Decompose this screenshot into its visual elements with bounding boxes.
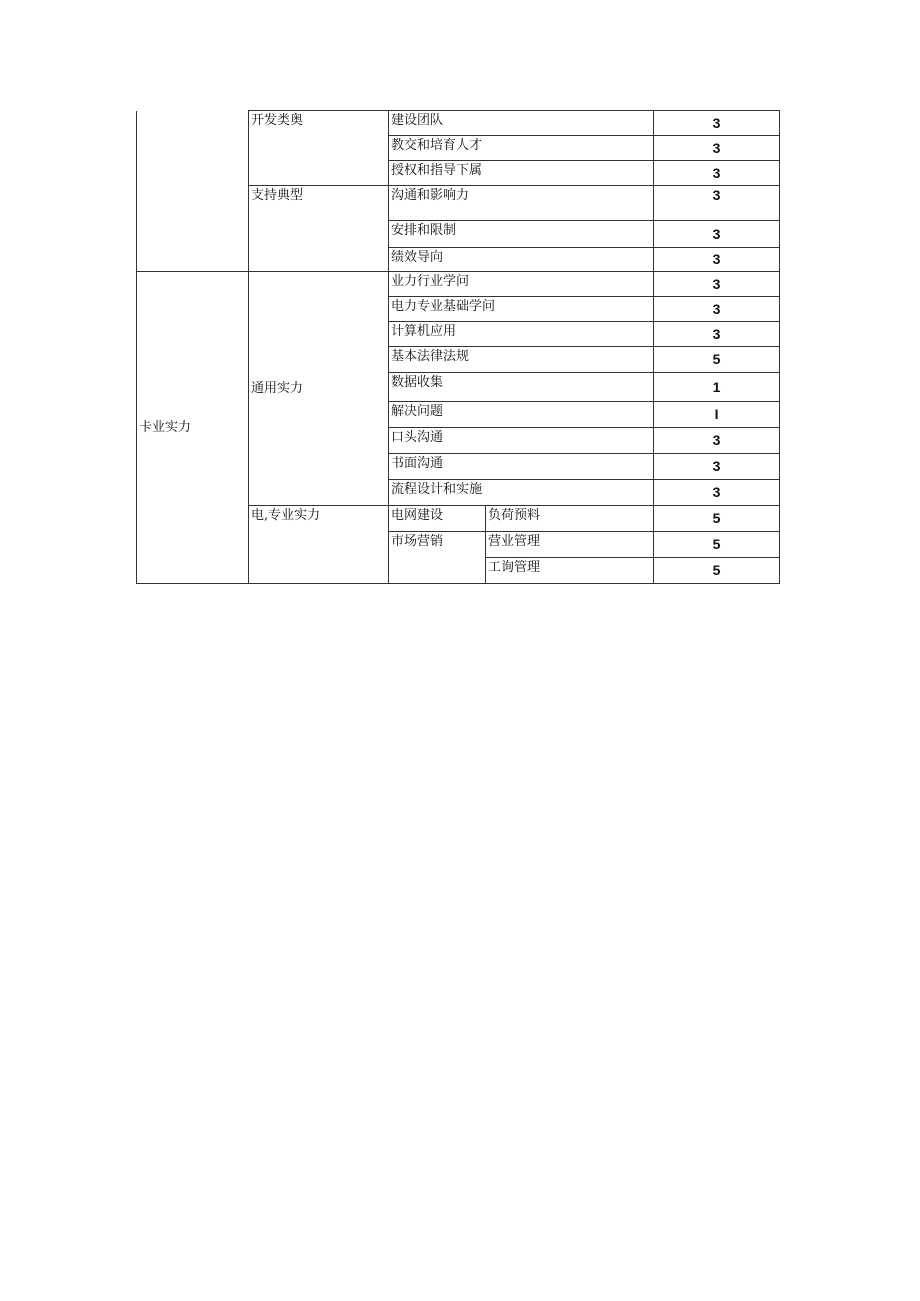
score-cell: 3 [654, 111, 780, 136]
score-cell: 5 [654, 347, 780, 373]
category-cell-empty [137, 111, 249, 272]
item-cell: 负荷预料 [486, 506, 654, 532]
score-cell: 3 [654, 480, 780, 506]
table-row [137, 111, 780, 136]
category-dev-type: 开发类奥 [249, 111, 389, 186]
item-cell: 口头沟通 [389, 428, 654, 454]
item-cell: 电力专业基础学问 [389, 297, 654, 322]
score-cell: 3 [654, 322, 780, 347]
item-cell: 教交和培育人才 [389, 136, 654, 161]
score-cell: 3 [654, 186, 780, 221]
score-cell: 3 [654, 428, 780, 454]
item-cell: 基本法律法规 [389, 347, 654, 373]
score-cell: 5 [654, 532, 780, 558]
score-cell: I [654, 402, 780, 428]
score-cell: 3 [654, 136, 780, 161]
subcategory-marketing: 市场营销 [389, 532, 486, 584]
score-cell: 3 [654, 221, 780, 248]
item-cell: 营业管理 [486, 532, 654, 558]
item-cell: 沟通和影响力 [389, 186, 654, 221]
item-cell: 授权和指导下属 [389, 161, 654, 186]
score-cell: 5 [654, 506, 780, 532]
score-cell: 3 [654, 297, 780, 322]
score-cell: 5 [654, 558, 780, 584]
score-cell: 3 [654, 248, 780, 272]
category-electric-professional: 电,专业实力 [249, 506, 389, 584]
item-cell: 计算机应用 [389, 322, 654, 347]
item-cell: 工询管理 [486, 558, 654, 584]
score-cell: 3 [654, 161, 780, 186]
item-cell: 流程设计和实施 [389, 480, 654, 506]
table-row [137, 272, 780, 297]
score-cell: 1 [654, 373, 780, 402]
subcategory-grid-construction: 电网建设 [389, 506, 486, 532]
category-general: 通用实力 [249, 272, 389, 506]
score-cell: 3 [654, 454, 780, 480]
item-cell: 书面沟通 [389, 454, 654, 480]
item-cell: 绩效导向 [389, 248, 654, 272]
item-cell: 数据收集 [389, 373, 654, 402]
item-cell: 安排和限制 [389, 221, 654, 248]
category-support-type: 支持典型 [249, 186, 389, 272]
item-cell: 解决问题 [389, 402, 654, 428]
competency-table [136, 110, 780, 584]
item-cell: 建设团队 [389, 111, 654, 136]
item-cell: 业力行业学问 [389, 272, 654, 297]
score-cell: 3 [654, 272, 780, 297]
category-professional: 卡业实力 [137, 272, 249, 584]
